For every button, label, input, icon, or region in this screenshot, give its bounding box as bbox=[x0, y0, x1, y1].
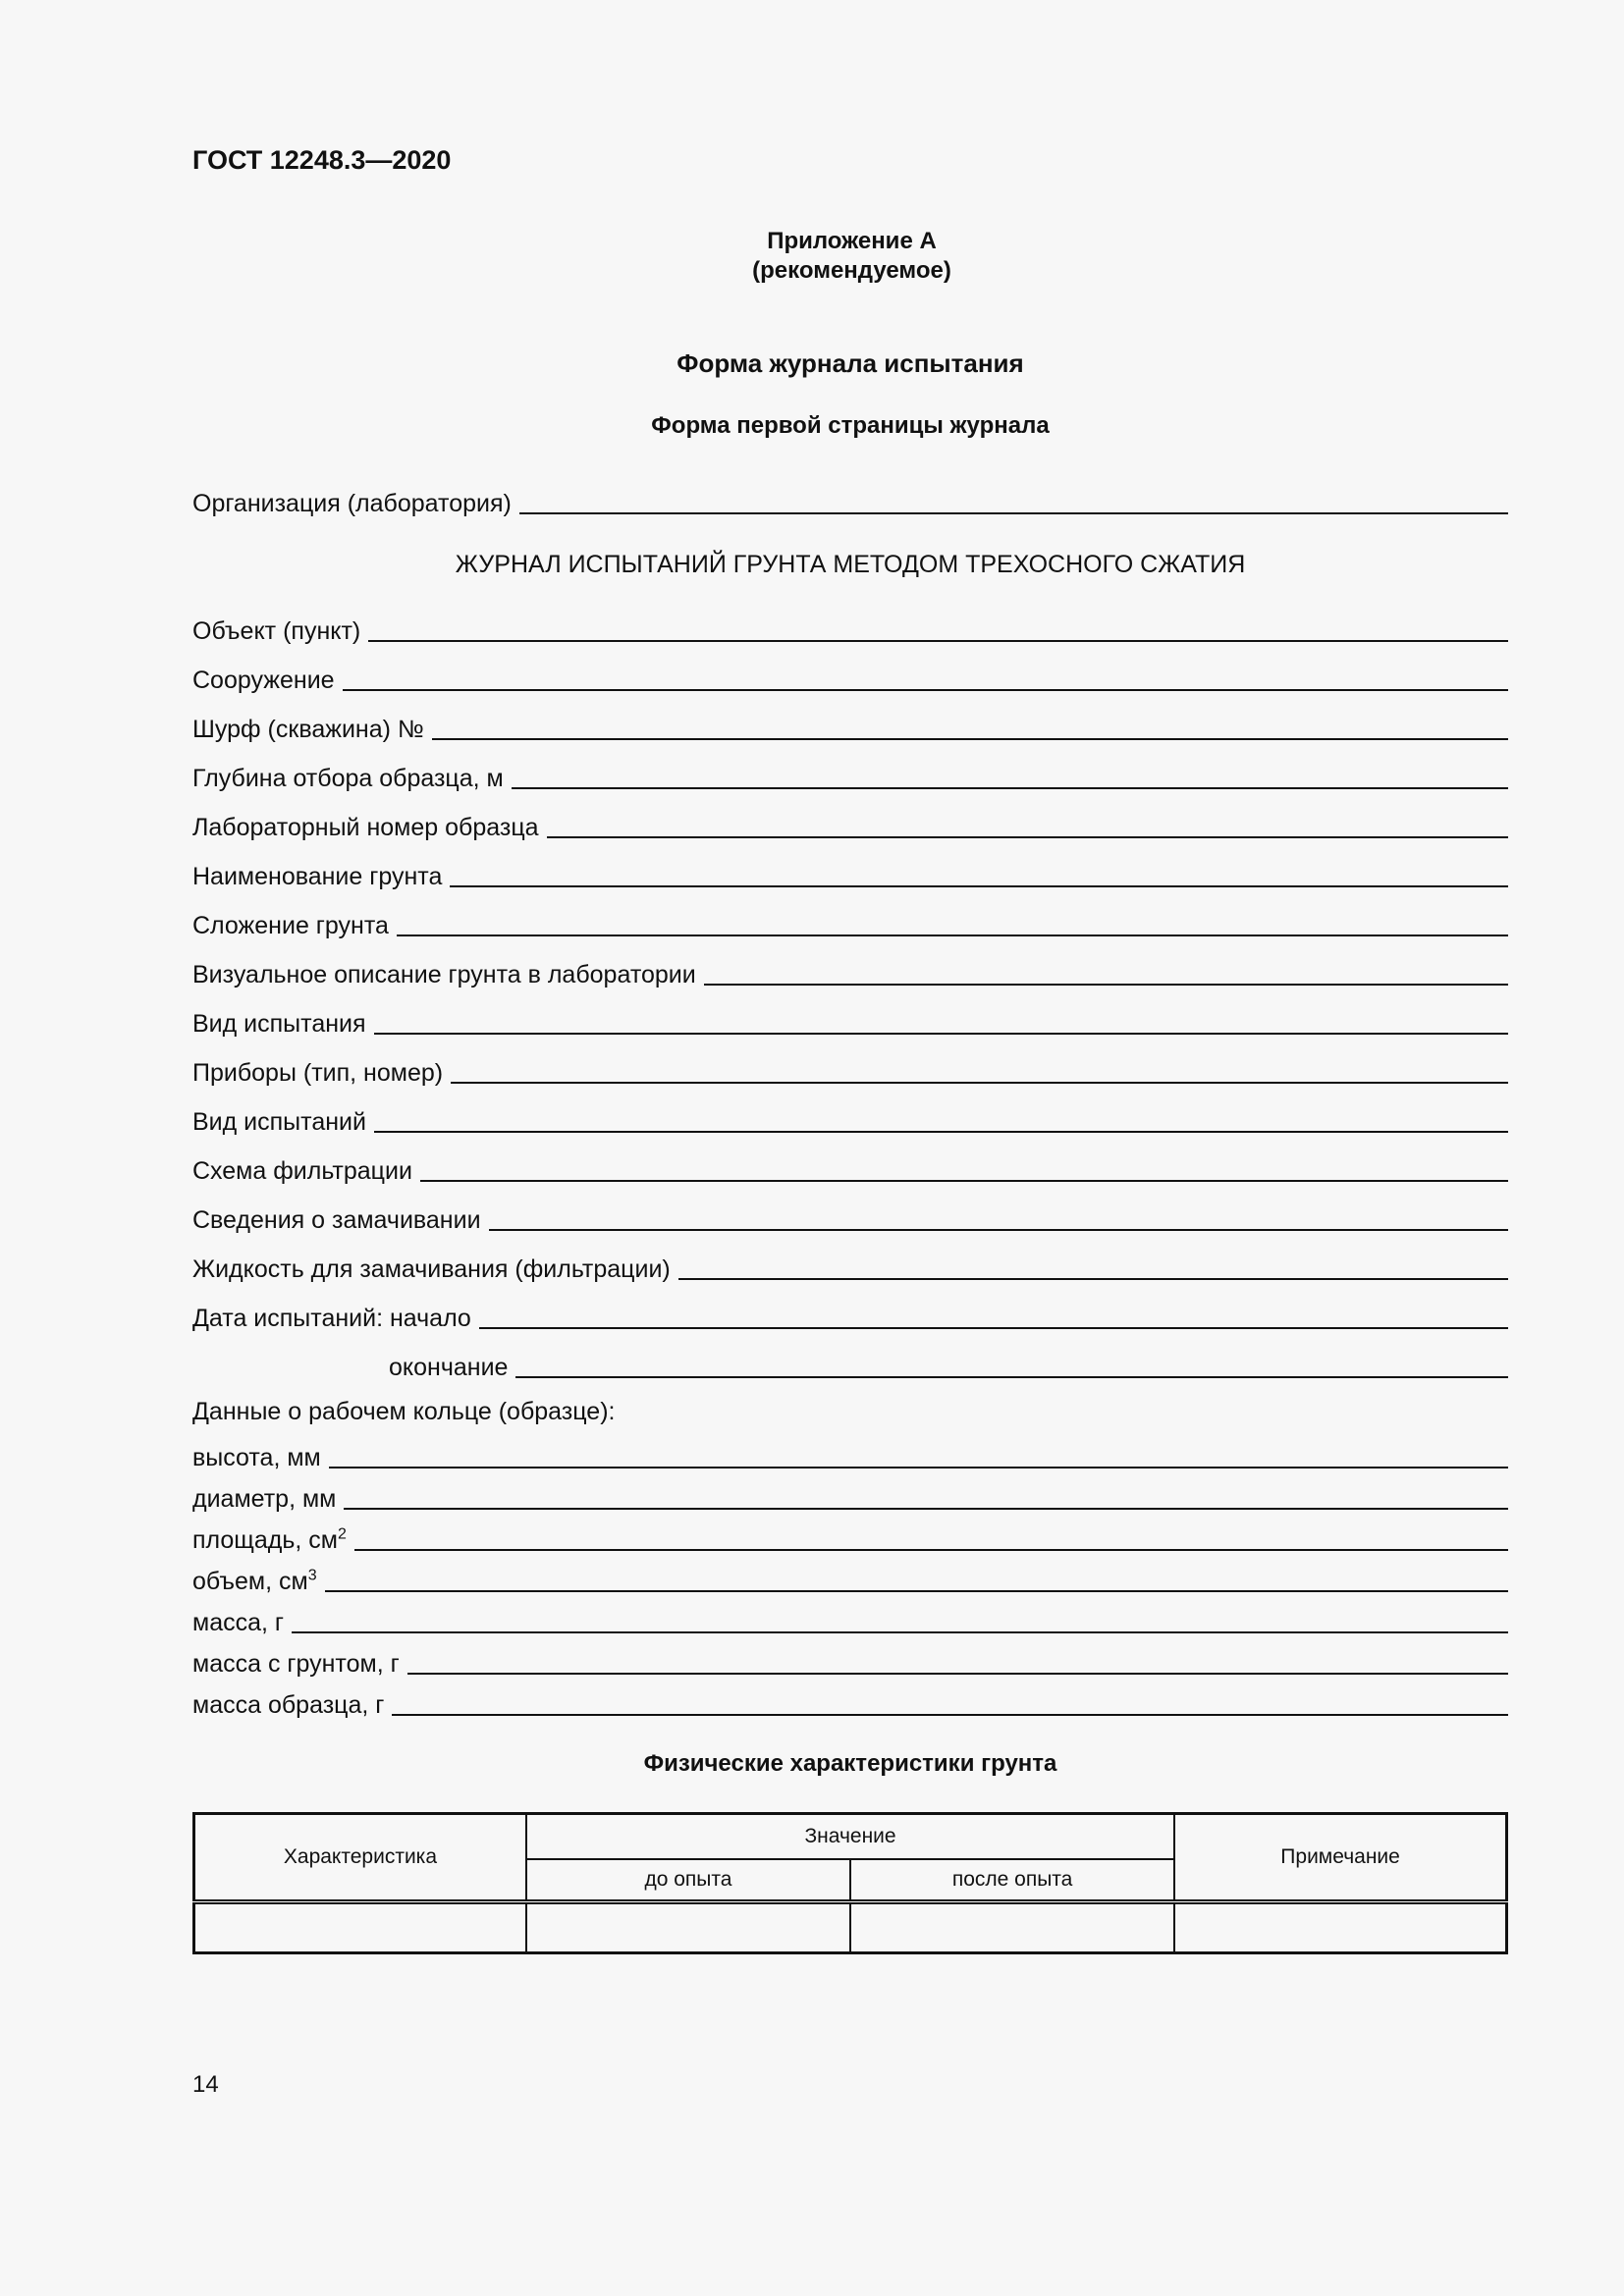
field-filtration-scheme bbox=[192, 1150, 1508, 1184]
fill-line[interactable] bbox=[325, 1590, 1508, 1592]
field-soaking-info bbox=[192, 1200, 1508, 1233]
phys-title: Физические характеристики грунта bbox=[643, 1750, 1057, 1777]
fill-line[interactable] bbox=[515, 1376, 1508, 1378]
col-note: Примечание bbox=[1174, 1814, 1506, 1902]
fill-line[interactable] bbox=[420, 1180, 1508, 1182]
field-ring-area bbox=[192, 1520, 1508, 1553]
col-value: Значение bbox=[526, 1814, 1174, 1859]
fill-line[interactable] bbox=[292, 1631, 1508, 1633]
field-label: окончание bbox=[389, 1354, 509, 1381]
field-object bbox=[192, 611, 1508, 644]
field-structure bbox=[192, 660, 1508, 693]
field-label: высота, мм bbox=[192, 1444, 321, 1471]
journal-title: ЖУРНАЛ ИСПЫТАНИЙ ГРУНТА МЕТОДОМ ТРЕХОСНОГО СЖАТИЯ bbox=[455, 551, 1246, 578]
col-characteristic: Характеристика bbox=[194, 1814, 526, 1902]
fill-line[interactable] bbox=[407, 1673, 1508, 1675]
fill-line[interactable] bbox=[547, 836, 1508, 838]
fill-line[interactable] bbox=[368, 640, 1508, 642]
fill-line[interactable] bbox=[519, 512, 1508, 514]
field-organization bbox=[192, 483, 1508, 516]
field-ring-mass-with-soil bbox=[192, 1643, 1508, 1677]
field-label: Схема фильтрации bbox=[192, 1157, 412, 1185]
fill-line[interactable] bbox=[512, 787, 1508, 789]
field-test-kind bbox=[192, 1003, 1508, 1037]
field-soil-name bbox=[192, 856, 1508, 889]
page-number: 14 bbox=[192, 2071, 219, 2098]
fill-line[interactable] bbox=[432, 738, 1508, 740]
field-label: площадь, $см^2$ bbox=[192, 1525, 347, 1554]
field-label: диаметр, мм bbox=[192, 1485, 337, 1513]
field-label: Сложение грунта bbox=[192, 912, 389, 939]
fill-line[interactable] bbox=[344, 1508, 1508, 1510]
field-label: Вид испытания bbox=[192, 1010, 366, 1038]
field-label: Организация (лаборатория) bbox=[192, 490, 512, 517]
fill-line[interactable] bbox=[489, 1229, 1508, 1231]
field-visual-description bbox=[192, 954, 1508, 988]
field-sample-mass bbox=[192, 1684, 1508, 1718]
appendix-status: (рекомендуемое) bbox=[752, 257, 951, 284]
field-ring-diameter bbox=[192, 1478, 1508, 1512]
fill-line[interactable] bbox=[397, 934, 1508, 936]
field-label: Глубина отбора образца, м bbox=[192, 765, 504, 792]
table-cell[interactable] bbox=[850, 1902, 1174, 1953]
field-soil-composition bbox=[192, 905, 1508, 938]
field-tests-kind bbox=[192, 1101, 1508, 1135]
field-label: Жидкость для замачивания (фильтрации) bbox=[192, 1255, 671, 1283]
field-label: Приборы (тип, номер) bbox=[192, 1059, 444, 1087]
field-ring-mass bbox=[192, 1602, 1508, 1635]
table-row bbox=[194, 1902, 1507, 1953]
fill-line[interactable] bbox=[479, 1327, 1508, 1329]
field-label: Наименование грунта bbox=[192, 863, 443, 890]
fill-line[interactable] bbox=[374, 1033, 1508, 1035]
fill-line[interactable] bbox=[678, 1278, 1508, 1280]
form-title: Форма журнала испытания bbox=[677, 348, 1024, 378]
document-code: ГОСТ 12248.3—2020 bbox=[192, 145, 452, 175]
fill-line[interactable] bbox=[392, 1714, 1508, 1716]
col-after: после опыта bbox=[850, 1859, 1174, 1902]
field-ring-height bbox=[192, 1437, 1508, 1470]
field-label: Дата испытаний: начало bbox=[192, 1305, 471, 1332]
field-ring-volume bbox=[192, 1561, 1508, 1594]
fill-line[interactable] bbox=[450, 885, 1508, 887]
field-label: Визуальное описание грунта в лаборатории bbox=[192, 961, 696, 988]
field-label: Объект (пункт) bbox=[192, 617, 361, 645]
field-label: Сведения о замачивании bbox=[192, 1206, 481, 1234]
field-label: Вид испытаний bbox=[192, 1108, 366, 1136]
table-cell[interactable] bbox=[1174, 1902, 1506, 1953]
field-lab-number bbox=[192, 807, 1508, 840]
field-label: масса с грунтом, г bbox=[192, 1650, 400, 1678]
field-label: Лабораторный номер образца bbox=[192, 814, 539, 841]
field-label: объем, $см^3$ bbox=[192, 1567, 317, 1595]
appendix-title: Приложение А bbox=[767, 228, 937, 254]
table-cell[interactable] bbox=[526, 1902, 850, 1953]
fill-line[interactable] bbox=[329, 1467, 1508, 1468]
field-depth bbox=[192, 758, 1508, 791]
table-cell[interactable] bbox=[194, 1902, 526, 1953]
fill-line[interactable] bbox=[343, 689, 1508, 691]
first-page-title: Форма первой страницы журнала bbox=[651, 412, 1050, 439]
field-label: масса образца, г bbox=[192, 1691, 385, 1719]
fill-line[interactable] bbox=[374, 1131, 1508, 1133]
field-label: масса, г bbox=[192, 1609, 285, 1636]
field-label: Шурф (скважина) № bbox=[192, 716, 424, 743]
fill-line[interactable] bbox=[704, 984, 1508, 986]
fill-line[interactable] bbox=[354, 1549, 1508, 1551]
field-devices bbox=[192, 1052, 1508, 1086]
col-before: до опыта bbox=[526, 1859, 850, 1902]
fill-line[interactable] bbox=[451, 1082, 1508, 1084]
field-label: Сооружение bbox=[192, 667, 335, 694]
field-test-date-end bbox=[389, 1347, 1508, 1380]
ring-heading: Данные о рабочем кольце (образце): bbox=[192, 1398, 616, 1425]
physical-characteristics-table bbox=[192, 1812, 1508, 1954]
field-pit bbox=[192, 709, 1508, 742]
field-test-date-start bbox=[192, 1298, 1508, 1331]
field-soaking-liquid bbox=[192, 1249, 1508, 1282]
